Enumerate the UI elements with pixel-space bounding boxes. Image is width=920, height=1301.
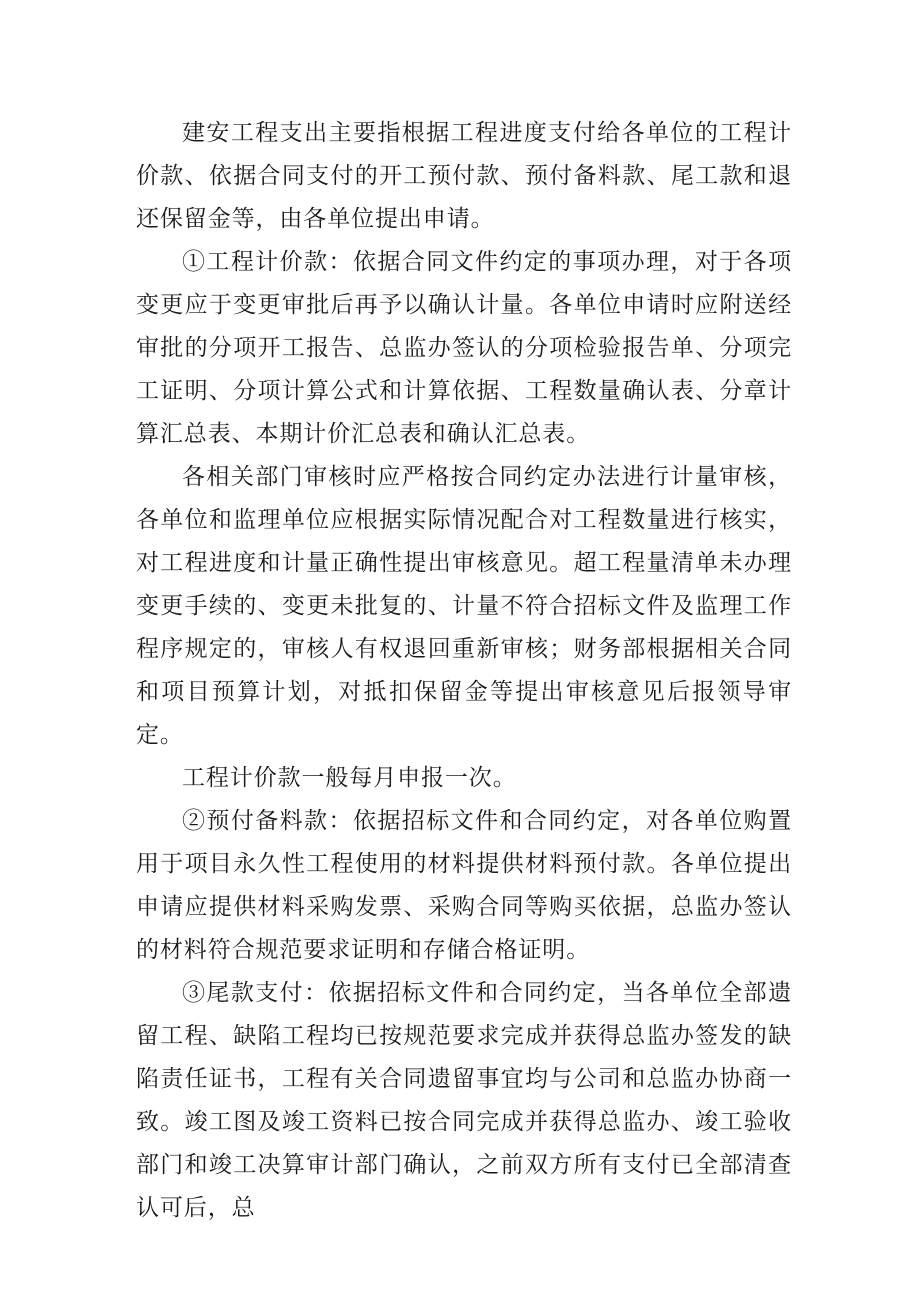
document-body: [136, 112, 792, 1230]
paragraph-review-procedure: 各相关部门审核时应严格按合同约定办法进行计量审核，各单位和监理单位应根据实际情况配合对工程数量进行核实，对工程进度和计量正确性提出审核意见。超工程量清单未办理变更手续的、变更未批复的、计量不符合招标文件及监理工作程序规定的，审核人有权退回重新审核；财务部根据相关合同和项目预算计划，对抵扣保留金等提出审核意见后报领导审定。: [136, 464, 792, 748]
paragraph-progress-payment: ①工程计价款：依据合同文件约定的事项办理，对于各项变更应于变更审批后再予以确认计量。各单位申请时应附送经审批的分项开工报告、总监办签认的分项检验报告单、分项完工证明、分项计算公式和计算依据、工程数量确认表、分章计算汇总表、本期计价汇总表和确认汇总表。: [136, 249, 792, 447]
paragraph-final-payment: ③尾款支付：依据招标文件和合同约定，当各单位全部遗留工程、缺陷工程均已按规范要求完成并获得总监办签发的缺陷责任证书，工程有关合同遗留事宜均与公司和总监办协商一致。竣工图及竣工资料已按合同完成并获得总监办、竣工验收部门和竣工决算审计部门确认，之前双方所有支付已全部清查认可后，总: [136, 980, 792, 1221]
paragraph-construction-expenditure: 建安工程支出主要指根据工程进度支付给各单位的工程计价款、依据合同支付的开工预付款、预付备料款、尾工款和退还保留金等，由各单位提出申请。: [136, 120, 792, 232]
paragraph-monthly-declaration: 工程计价款一般每月申报一次。: [182, 765, 517, 791]
paragraph-material-advance: ②预付备料款：依据招标文件和合同约定，对各单位购置用于项目永久性工程使用的材料提供材料预付款。各单位提出申请应提供材料采购发票、采购合同等购买依据，总监办签认的材料符合规范要求证明和存储合格证明。: [136, 808, 792, 963]
